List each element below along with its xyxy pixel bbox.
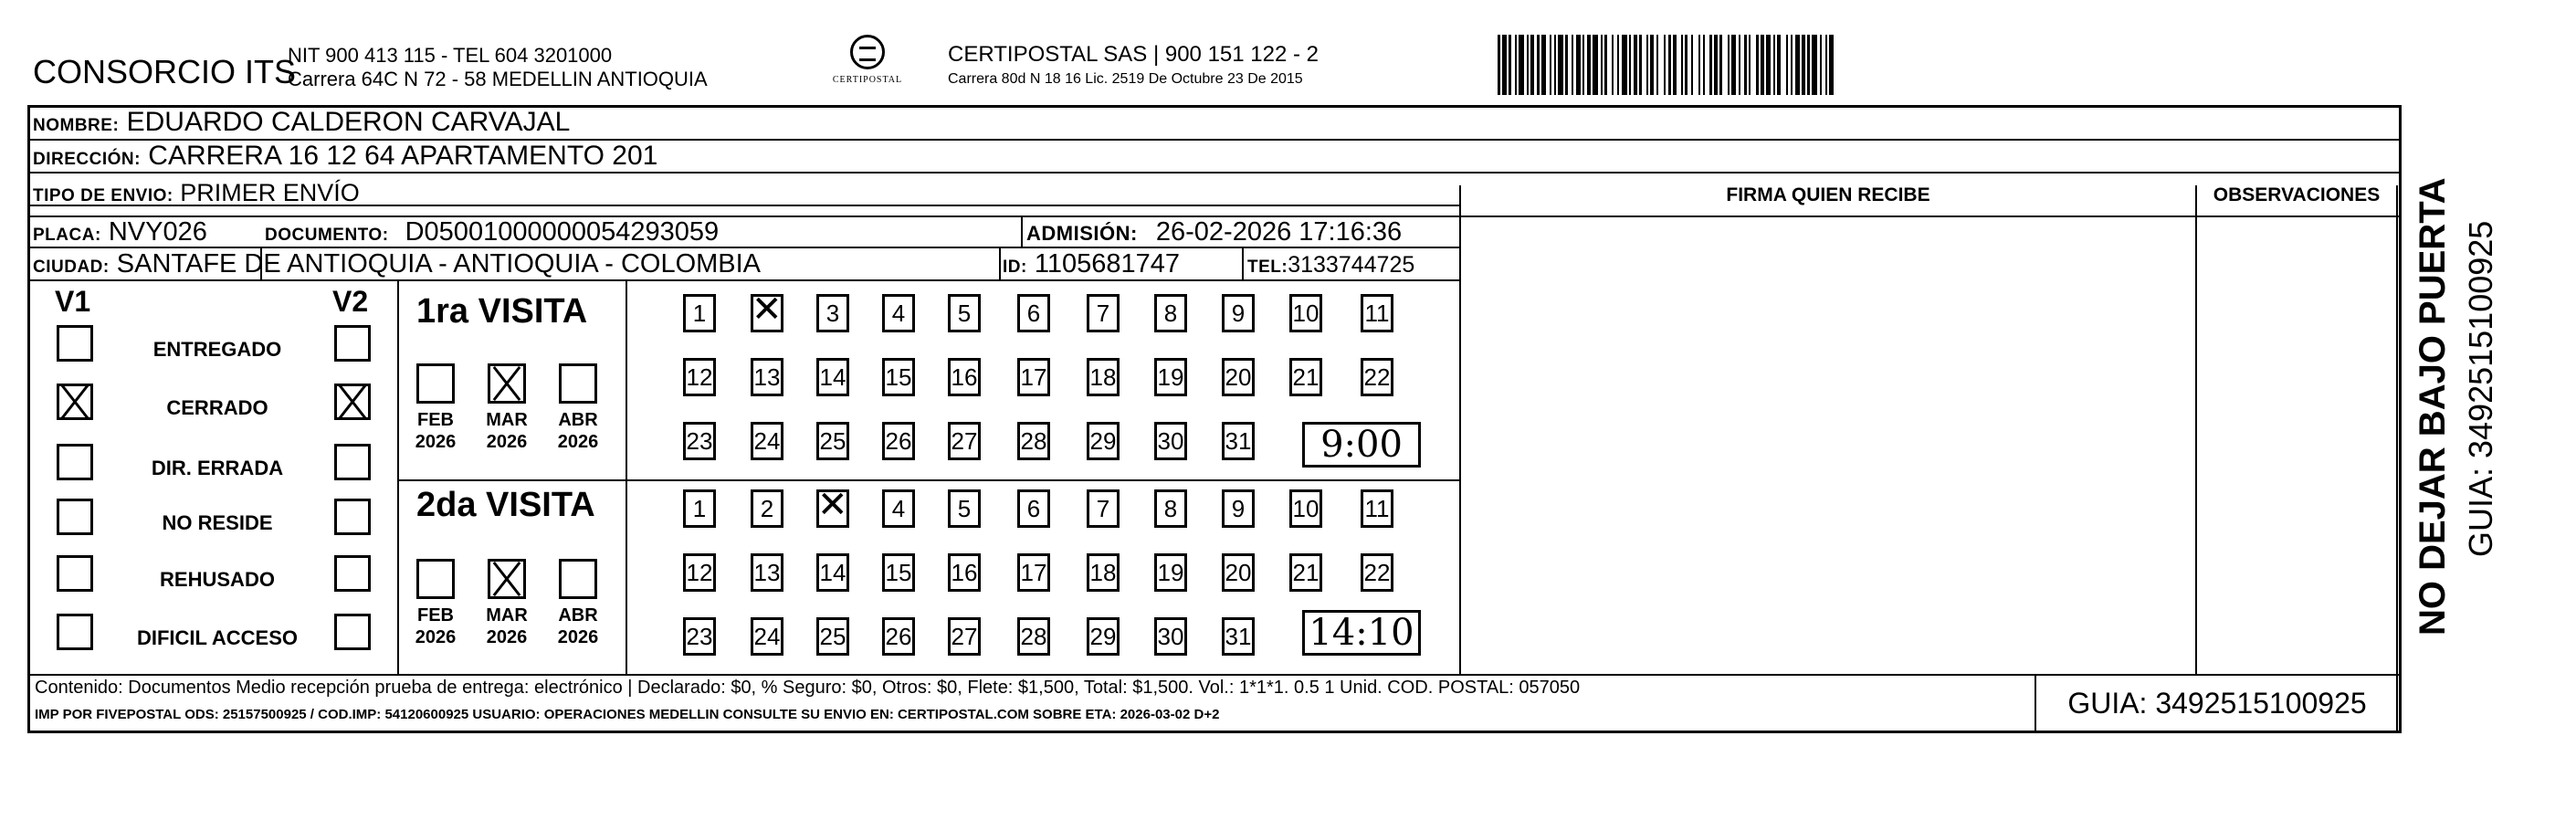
divider: [27, 674, 2402, 676]
divider: [397, 279, 399, 674]
tipo-row: [33, 179, 360, 207]
day-box[interactable]: 23: [683, 422, 716, 460]
day-box[interactable]: 3: [816, 294, 849, 332]
day-box[interactable]: [816, 489, 849, 528]
nombre-value: EDUARDO CALDERON CARVAJAL: [126, 107, 571, 137]
day-box[interactable]: 22: [1361, 358, 1393, 396]
status-label: NO RESIDE: [162, 511, 273, 534]
tel-value: 3133744725: [1288, 252, 1415, 278]
footer-content: Contenido: Documentos Medio recepción prueba de entrega: electrónico | Declarado: $0, % Seguro: $0, Otros: $0, Flete: $1,500, Total: $1,500. Vol.: 1*1*1. 0.5 1 Unid. COD. POSTAL: 057050: [35, 678, 1581, 698]
certipostal-line1: CERTIPOSTAL SAS | 900 151 122 - 2: [948, 42, 1319, 67]
day-box[interactable]: 13: [751, 358, 783, 396]
v2-checkbox[interactable]: [334, 614, 371, 650]
day-box[interactable]: 13: [751, 553, 783, 592]
day-box[interactable]: 12: [683, 358, 716, 396]
day-box[interactable]: 22: [1361, 553, 1393, 592]
month-name: ABR: [558, 605, 598, 626]
month-checkbox[interactable]: [559, 363, 597, 404]
day-box[interactable]: 24: [751, 617, 783, 656]
day-box[interactable]: 18: [1087, 553, 1120, 592]
day-box[interactable]: 20: [1222, 358, 1255, 396]
day-box[interactable]: 6: [1017, 294, 1050, 332]
status-label: ENTREGADO: [152, 338, 282, 361]
placa-row: [33, 217, 207, 247]
day-box[interactable]: 8: [1154, 294, 1187, 332]
documento-row: [265, 217, 719, 247]
v2-checkbox[interactable]: [334, 325, 371, 362]
nit-line: NIT 900 413 115 - TEL 604 3201000: [288, 44, 613, 67]
v2-checkbox[interactable]: [334, 384, 371, 420]
day-box[interactable]: 14: [816, 358, 849, 396]
day-box[interactable]: 25: [816, 617, 849, 656]
divider: [1242, 247, 1244, 279]
status-label: CERRADO: [166, 396, 268, 419]
day-box[interactable]: 17: [1017, 358, 1050, 396]
first-visit-title: 1ra VISITA: [416, 292, 588, 331]
second-visit-title: 2da VISITA: [416, 486, 595, 524]
nombre-row: [33, 107, 570, 138]
day-box[interactable]: 7: [1087, 489, 1120, 528]
v1-header: V1: [55, 285, 91, 318]
day-box[interactable]: 5: [948, 489, 981, 528]
day-box[interactable]: 24: [751, 422, 783, 460]
day-box[interactable]: 8: [1154, 489, 1187, 528]
divider: [2035, 674, 2036, 733]
month-checkbox[interactable]: [488, 363, 526, 404]
month-label: [552, 409, 604, 453]
certipostal-logo: [826, 35, 909, 108]
month-checkbox[interactable]: [416, 559, 455, 599]
logo-emblem-icon: [850, 35, 885, 69]
divider: [27, 172, 2402, 173]
day-box[interactable]: 18: [1087, 358, 1120, 396]
divider: [27, 279, 1461, 281]
firma-header: FIRMA QUIEN RECIBE: [1726, 184, 1930, 205]
v1-checkbox[interactable]: [57, 499, 93, 535]
month-checkbox[interactable]: [416, 363, 455, 404]
day-box[interactable]: 28: [1017, 617, 1050, 656]
documento-label: DOCUMENTO:: [265, 226, 389, 245]
month-name: MAR: [486, 410, 528, 430]
day-box[interactable]: 16: [948, 553, 981, 592]
divider: [397, 479, 1461, 481]
admision-label: ADMISIÓN:: [1026, 222, 1138, 245]
id-row: [1003, 249, 1180, 279]
month-label: [410, 409, 461, 453]
observaciones-header: OBSERVACIONES: [2213, 184, 2381, 205]
ciudad-row: [33, 249, 761, 279]
month-label: [481, 604, 532, 648]
day-box[interactable]: 6: [1017, 489, 1050, 528]
day-box[interactable]: 27: [948, 617, 981, 656]
v1-checkbox[interactable]: [57, 384, 93, 420]
nombre-label: NOMBRE:: [33, 116, 120, 135]
day-box[interactable]: 5: [948, 294, 981, 332]
barcode: [1498, 35, 2219, 95]
day-box[interactable]: 25: [816, 422, 849, 460]
month-name: FEB: [417, 605, 454, 626]
day-box[interactable]: 20: [1222, 553, 1255, 592]
ciudad-value: SANTAFE DE ANTIOQUIA - ANTIOQUIA - COLOMBIA: [116, 249, 762, 279]
first-visit-time: 9:00: [1302, 422, 1421, 468]
divider: [2195, 185, 2197, 674]
day-box[interactable]: 30: [1154, 617, 1187, 656]
month-year: 2026: [486, 432, 528, 452]
barcode-bar: [1834, 35, 1836, 95]
admision-row: [1026, 217, 1402, 247]
second-visit-time: 14:10: [1302, 610, 1421, 656]
placa-value: NVY026: [108, 217, 207, 247]
day-box[interactable]: 31: [1222, 617, 1255, 656]
day-box[interactable]: 9: [1222, 489, 1255, 528]
month-year: 2026: [557, 432, 599, 452]
no-dejar-warning: NO DEJAR BAJO PUERTA: [2413, 177, 2453, 636]
month-label: [410, 604, 461, 648]
company-info: [288, 44, 708, 91]
day-box[interactable]: 2: [751, 489, 783, 528]
day-box[interactable]: 4: [882, 294, 915, 332]
month-year: 2026: [486, 627, 528, 647]
month-name: MAR: [486, 605, 528, 626]
month-checkbox[interactable]: [559, 559, 597, 599]
month-year: 2026: [415, 627, 457, 647]
v2-checkbox[interactable]: [334, 444, 371, 480]
v1-checkbox[interactable]: [57, 444, 93, 480]
day-box[interactable]: 31: [1222, 422, 1255, 460]
day-box[interactable]: 17: [1017, 553, 1050, 592]
day-box[interactable]: 23: [683, 617, 716, 656]
day-box[interactable]: 14: [816, 553, 849, 592]
v1-checkbox[interactable]: [57, 614, 93, 650]
month-year: 2026: [557, 627, 599, 647]
day-box[interactable]: 16: [948, 358, 981, 396]
direccion-value: CARRERA 16 12 64 APARTAMENTO 201: [148, 141, 658, 171]
certipostal-line2: Carrera 80d N 18 16 Lic. 2519 De Octubre 23 De 2015: [948, 71, 1303, 87]
side-guia: GUIA: 3492515100925: [2462, 220, 2499, 557]
id-value: 1105681747: [1034, 249, 1181, 279]
day-box[interactable]: 29: [1087, 617, 1120, 656]
day-box[interactable]: 19: [1154, 358, 1187, 396]
v2-header: V2: [332, 285, 369, 318]
day-box[interactable]: 1: [683, 294, 716, 332]
ciudad-label: CIUDAD:: [33, 258, 110, 277]
day-box[interactable]: 27: [948, 422, 981, 460]
status-label: DIFICIL ACCESO: [136, 626, 298, 649]
day-box[interactable]: 15: [882, 553, 915, 592]
v2-checkbox[interactable]: [334, 499, 371, 535]
divider: [2396, 185, 2398, 733]
divider: [1459, 185, 1461, 674]
divider: [999, 247, 1001, 279]
id-label: ID:: [1003, 258, 1027, 277]
day-box[interactable]: 28: [1017, 422, 1050, 460]
month-label: [552, 604, 604, 648]
day-box[interactable]: 11: [1361, 294, 1393, 332]
documento-value: D05001000000054293059: [405, 217, 720, 247]
day-box[interactable]: 10: [1289, 489, 1322, 528]
footer-guia: GUIA: 3492515100925: [2067, 687, 2367, 720]
v2-checkbox[interactable]: [334, 555, 371, 592]
admision-value: 26-02-2026 17:16:36: [1155, 217, 1403, 247]
day-box[interactable]: 11: [1361, 489, 1393, 528]
status-label: DIR. ERRADA: [151, 457, 284, 479]
tel-row: [1247, 252, 1414, 279]
tipo-value: PRIMER ENVÍO: [180, 179, 360, 206]
placa-label: PLACA:: [33, 226, 101, 245]
day-box[interactable]: 29: [1087, 422, 1120, 460]
day-box[interactable]: 7: [1087, 294, 1120, 332]
month-year: 2026: [415, 432, 457, 452]
tipo-label: TIPO DE ENVIO:: [33, 186, 173, 205]
divider: [1021, 216, 1023, 247]
status-label: REHUSADO: [160, 568, 275, 591]
day-box[interactable]: 9: [1222, 294, 1255, 332]
month-name: ABR: [558, 410, 598, 430]
day-box[interactable]: 30: [1154, 422, 1187, 460]
month-label: [481, 409, 532, 453]
day-box[interactable]: 12: [683, 553, 716, 592]
company-name: CONSORCIO ITS: [33, 53, 297, 90]
day-box[interactable]: 26: [882, 617, 915, 656]
tel-label: TEL:: [1247, 258, 1288, 277]
day-box[interactable]: 4: [882, 489, 915, 528]
day-box[interactable]: 26: [882, 422, 915, 460]
month-checkbox[interactable]: [488, 559, 526, 599]
month-name: FEB: [417, 410, 454, 430]
day-box[interactable]: 19: [1154, 553, 1187, 592]
logo-text: CERTIPOSTAL: [832, 75, 903, 85]
day-box[interactable]: [751, 294, 783, 332]
divider: [626, 279, 627, 674]
v1-checkbox[interactable]: [57, 325, 93, 362]
day-box[interactable]: 15: [882, 358, 915, 396]
v1-checkbox[interactable]: [57, 555, 93, 592]
direccion-label: DIRECCIÓN:: [33, 150, 141, 169]
day-box[interactable]: 10: [1289, 294, 1322, 332]
day-box[interactable]: 21: [1289, 358, 1322, 396]
footer-imp: IMP POR FIVEPOSTAL ODS: 25157500925 / COD.IMP: 54120600925 USUARIO: OPERACIONES MEDELLIN CONSULTE SU ENVIO EN: CERTIPOSTAL.COM SOBRE ETA: 2026-03-02 D+2: [35, 707, 1220, 722]
direccion-row: [33, 141, 657, 172]
address-line: Carrera 64C N 72 - 58 MEDELLIN ANTIOQUIA: [288, 68, 708, 90]
day-box[interactable]: 1: [683, 489, 716, 528]
day-box[interactable]: 21: [1289, 553, 1322, 592]
